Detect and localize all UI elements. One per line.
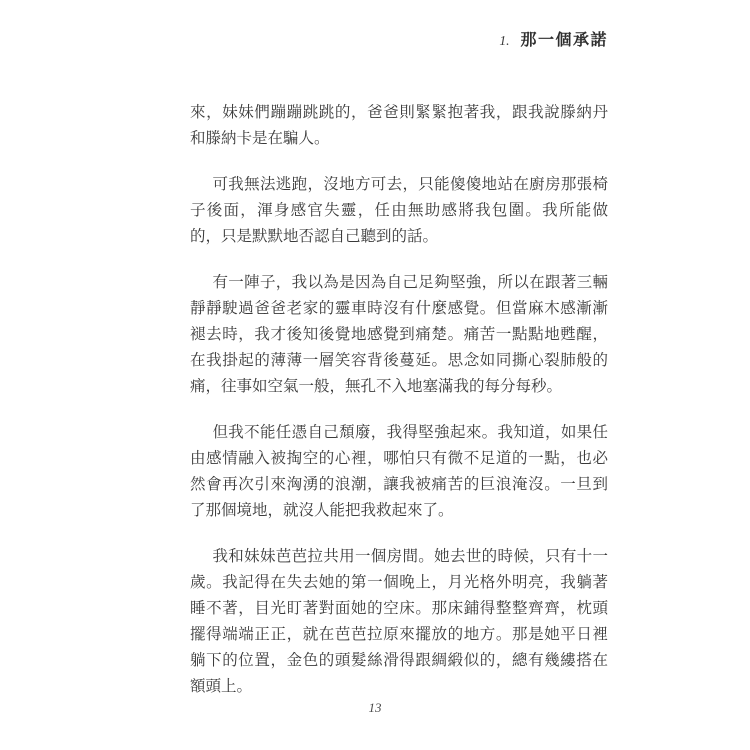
chapter-header	[190, 27, 608, 50]
body-paragraph: 來，妹妹們蹦蹦跳跳的，爸爸則緊緊抱著我，跟我說滕納丹和滕納卡是在騙人。	[190, 104, 608, 147]
body-paragraph: 我和妹妹芭芭拉共用一個房間。她去世的時候，只有十一歲。我記得在失去她的第一個晚上，月光格外明亮，我躺著睡不著，目光盯著對面她的空床。那床鋪得整整齊齊，枕頭擺得端端正正，就在芭芭拉原來擺放的地方。那是她平日裡躺下的位置，金色的頭髮絲滑得跟綢緞似的，總有幾縷搭在額頭上。	[190, 548, 608, 695]
body-text-block	[190, 100, 608, 720]
body-paragraph: 但我不能任憑自己頹廢，我得堅強起來。我知道，如果任由感情融入被掏空的心裡，哪怕只有微不足道的一點，也必然會再次引來洶湧的浪潮，讓我被痛苦的巨浪淹沒。一旦到了那個境地，就沒人能把我救起來了。	[190, 424, 608, 519]
chapter-title: 那一個承諾	[520, 32, 608, 49]
body-paragraph: 有一陣子，我以為是因為自己足夠堅強，所以在跟著三輛靜靜駛過爸爸老家的靈車時沒有什麼感覺。但當麻木感漸漸褪去時，我才後知後覺地感覺到痛楚。痛苦一點點地甦醒，在我掛起的薄薄一層笑容背後蔓延。思念如同撕心裂肺般的痛，往事如空氣一般，無孔不入地塞滿我的每分每秒。	[190, 274, 608, 395]
chapter-number: 1.	[499, 33, 510, 48]
page-number: 13	[368, 700, 382, 715]
body-paragraph: 可我無法逃跑，沒地方可去，只能傻傻地站在廚房那張椅子後面，渾身感官失靈，任由無助感將我包圍。我所能做的，只是默默地否認自己聽到的話。	[190, 176, 608, 245]
